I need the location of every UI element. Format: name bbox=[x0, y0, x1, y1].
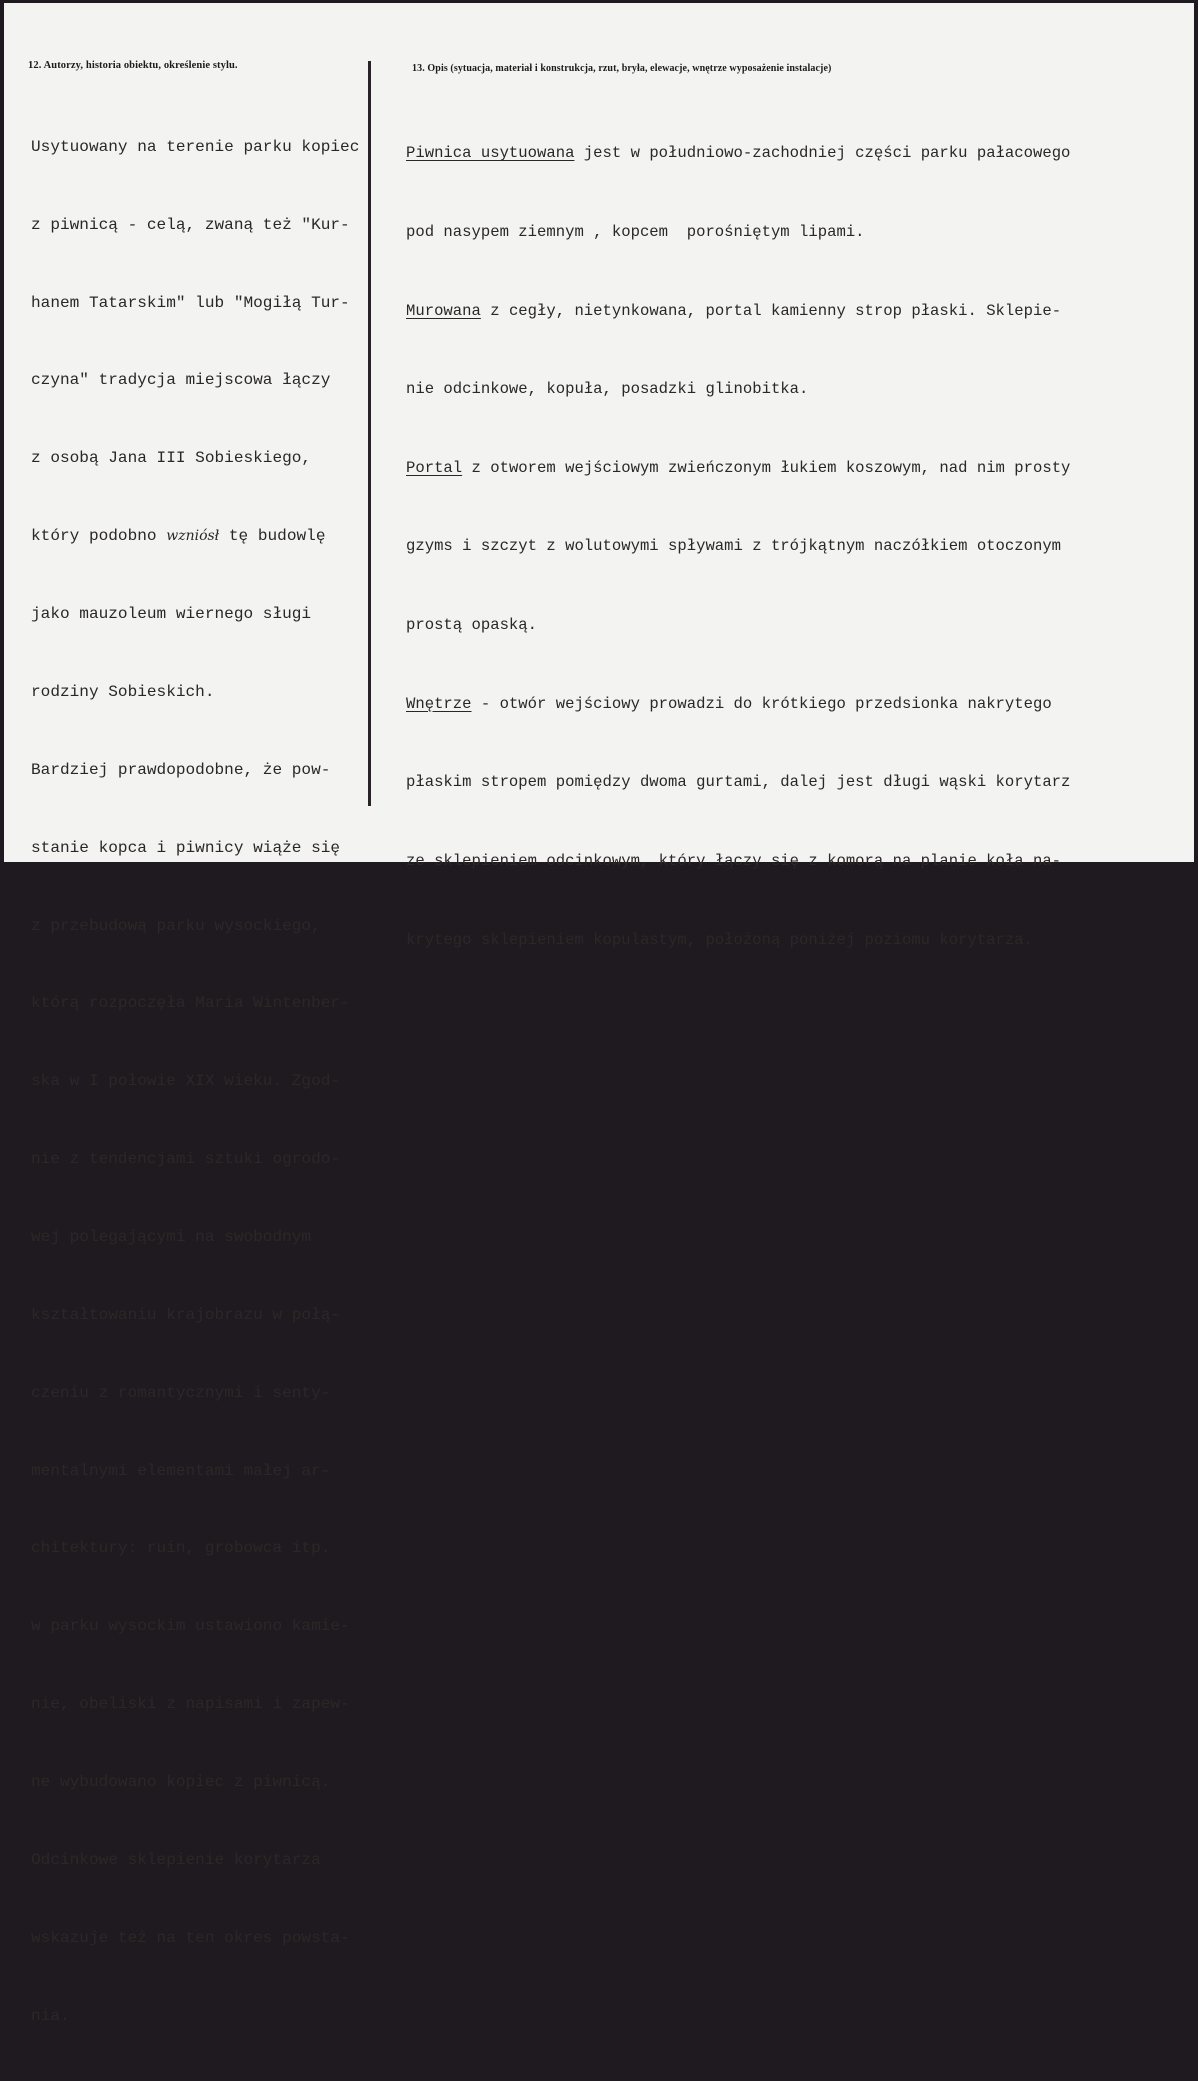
text-line: płaskim stropem pomiędzy dwoma gurtami, dalej jest długi wąski korytarz bbox=[406, 773, 1071, 792]
text-fragment: tę budowlę bbox=[219, 527, 326, 546]
text-line: hanem Tatarskim" lub "Mogiłą Tur- bbox=[31, 293, 350, 312]
text-line: Bardziej prawdopodobne, że pow- bbox=[31, 760, 331, 779]
text-fragment: z cegły, nietynkowana, portal kamienny strop płaski. Sklepie- bbox=[480, 301, 1062, 320]
text-fragment: z otworem wejściowym zwieńczonym łukiem koszowym, nad nim prosty bbox=[462, 458, 1071, 477]
text-line: wej polegającymi na swobodnym bbox=[31, 1227, 312, 1246]
text-line: mentalnymi elementami małej ar- bbox=[31, 1461, 331, 1480]
text-line bbox=[406, 691, 1070, 717]
section-12-body bbox=[31, 83, 359, 2081]
paragraph-lead: Murowana bbox=[406, 301, 481, 320]
handwritten-correction: wzniósł bbox=[166, 528, 220, 545]
text-line: w parku wysockim ustawiono kamie- bbox=[31, 1617, 350, 1636]
text-line: chitektury: ruin, grobowca itp. bbox=[31, 1539, 331, 1558]
text-line: prostą opaską. bbox=[406, 616, 538, 635]
text-line: gzyms i szczyt z wolutowymi spływami z trójkątnym naczółkiem otoczonym bbox=[406, 537, 1062, 556]
text-line: czyna" tradycja miejscowa łączy bbox=[31, 371, 331, 390]
text-line: nia. bbox=[31, 2006, 70, 2025]
text-line: czeniu z romantycznymi i senty- bbox=[31, 1383, 331, 1402]
text-line: rodziny Sobieskich. bbox=[31, 682, 215, 701]
text-line bbox=[406, 140, 1070, 166]
text-line: jako mauzoleum wiernego sługi bbox=[31, 605, 312, 624]
text-fragment: - otwór wejściowy prowadzi do krótkiego przedsionka nakrytego bbox=[471, 694, 1052, 713]
text-line: ne wybudowano kopiec z piwnicą. bbox=[31, 1772, 331, 1791]
text-line: wskazuje też na ten okres powsta- bbox=[31, 1928, 350, 1947]
text-line: nie, obeliski z napisami i zapew- bbox=[31, 1695, 350, 1714]
section-13-body bbox=[406, 88, 1070, 1005]
text-line: pod nasypem ziemnym , kopcem porośniętym lipami. bbox=[406, 223, 865, 242]
text-line: stanie kopca i piwnicy wiąże się bbox=[31, 838, 341, 857]
text-line bbox=[31, 524, 359, 550]
text-line: Usytuowany na terenie parku kopiec bbox=[31, 137, 360, 156]
text-line: ska w I połowie XIX wieku. Zgod- bbox=[31, 1072, 341, 1091]
text-line: kształtowaniu krajobrazu w połą- bbox=[31, 1305, 341, 1324]
text-line: nie z tendencjami sztuki ogrodo- bbox=[31, 1150, 341, 1169]
column-divider bbox=[368, 61, 371, 806]
section-12-heading: 12. Autorzy, historia obiektu, określenie stylu. bbox=[28, 60, 238, 71]
text-line: z piwnicą - celą, zwaną też "Kur- bbox=[31, 215, 350, 234]
text-line: ze sklepieniem odcinkowym, który łączy się z komorą na planie koła na- bbox=[406, 851, 1062, 870]
paragraph-lead: Portal bbox=[406, 458, 463, 477]
text-line: z przebudową parku wysockiego, bbox=[31, 916, 321, 935]
document-sheet bbox=[4, 3, 1194, 2025]
text-line: nie odcinkowe, kopuła, posadzki glinobitka. bbox=[406, 380, 809, 399]
section-13-heading: 13. Opis (sytuacja, materiał i konstrukcja, rzut, bryła, elewacje, wnętrze wyposażenie instalacje) bbox=[412, 63, 832, 74]
text-line: z osobą Jana III Sobieskiego, bbox=[31, 449, 312, 468]
text-line: krytego sklepieniem kopulastym, położoną poniżej poziomu korytarza. bbox=[406, 930, 1033, 949]
text-line: Odcinkowe sklepienie korytarza bbox=[31, 1850, 321, 1869]
text-fragment: jest w południowo-zachodniej części parku pałacowego bbox=[574, 144, 1071, 163]
paragraph-lead: Wnętrze bbox=[406, 694, 472, 713]
text-line: którą rozpoczęła Maria Wintenber- bbox=[31, 994, 350, 1013]
paragraph-lead: Piwnica usytuowana bbox=[406, 144, 575, 163]
text-line bbox=[406, 455, 1070, 481]
text-line bbox=[406, 298, 1070, 324]
text-fragment: który podobno bbox=[31, 527, 167, 546]
